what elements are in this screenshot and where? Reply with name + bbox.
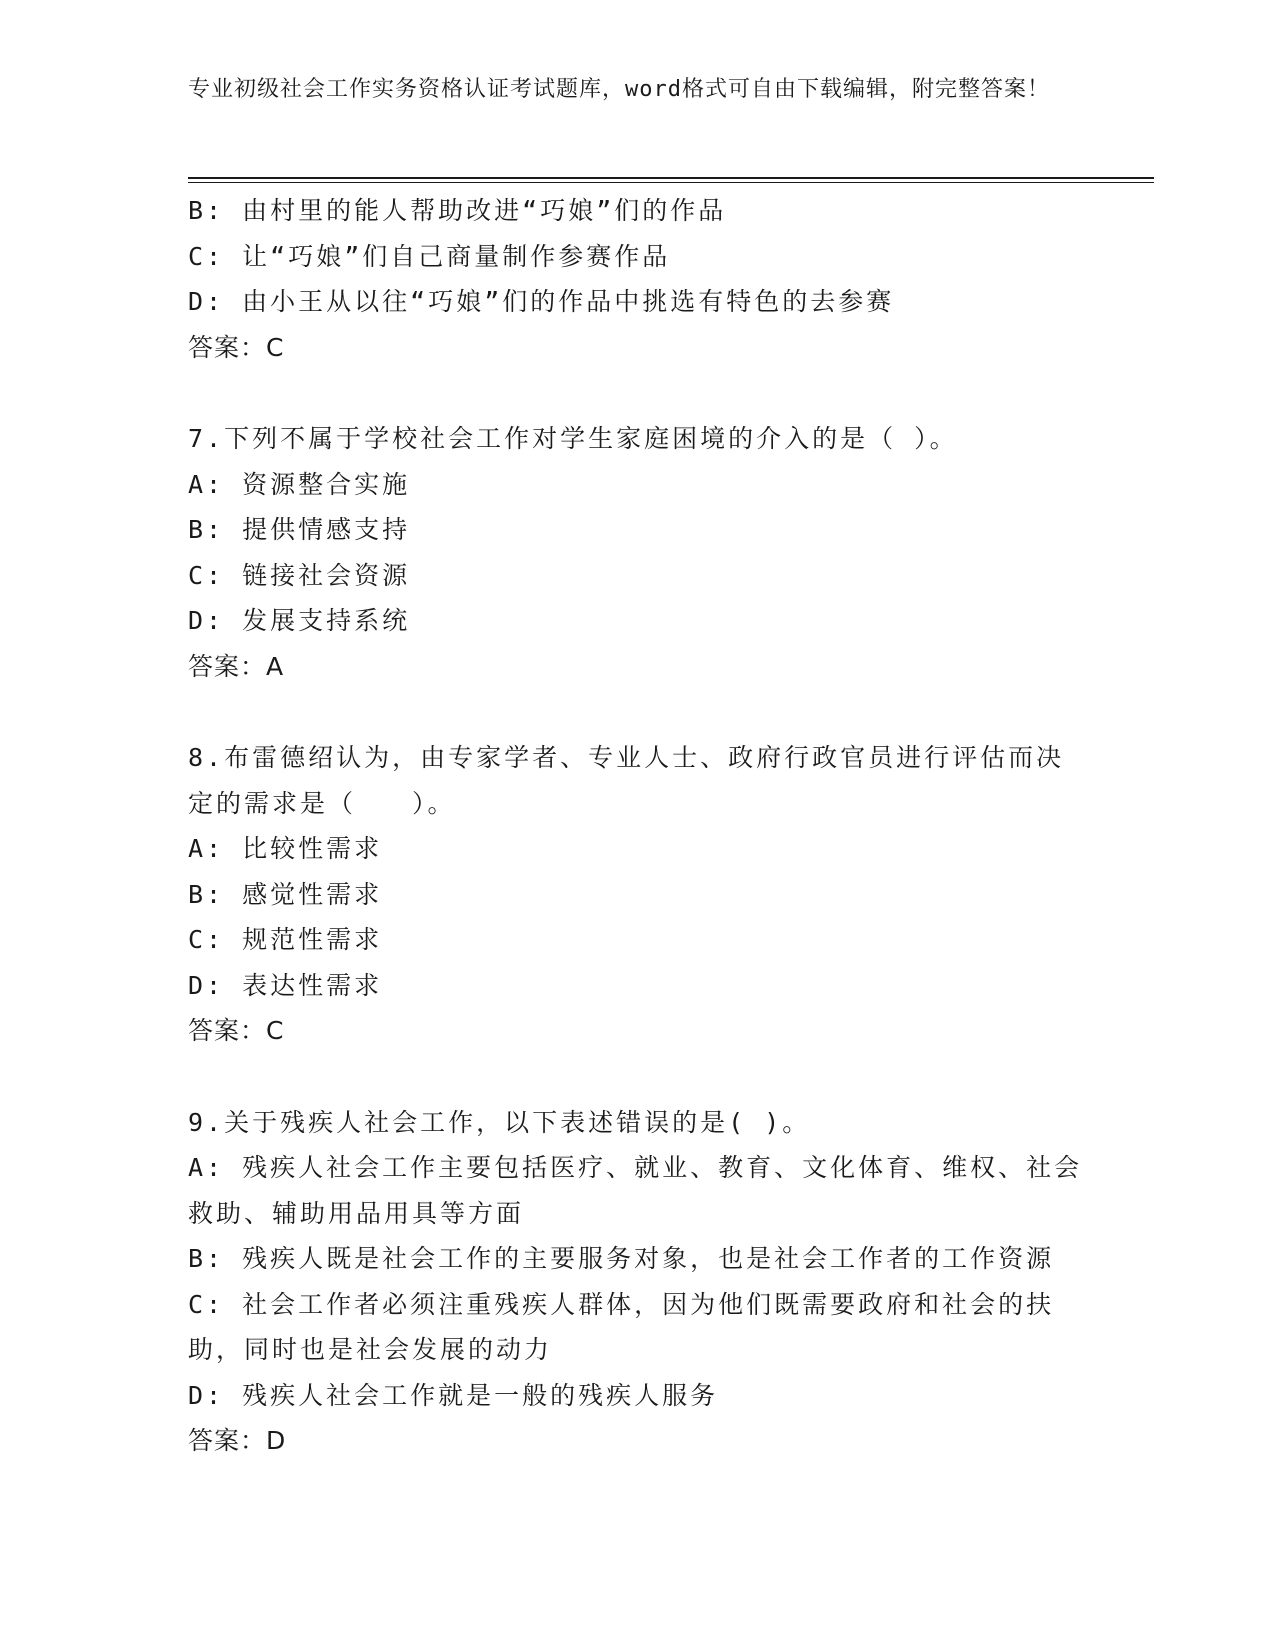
question-stem: 8.布雷德绍认为，由专家学者、专业人士、政府行政官员进行评估而决定的需求是（ ）。 <box>188 743 1065 818</box>
header-rule-thick <box>188 177 1154 179</box>
answer: 答案：A <box>188 651 285 681</box>
option-d: D: 发展支持系统 <box>188 606 411 635</box>
option-d: D: 残疾人社会工作就是一般的残疾人服务 <box>188 1380 719 1410</box>
spacer <box>188 689 1088 735</box>
option-c: C: 规范性需求 <box>188 925 383 954</box>
answer: 答案：D <box>188 1426 287 1455</box>
spacer <box>188 370 1088 416</box>
option-a: A: 比较性需求 <box>188 834 383 863</box>
question-7 <box>188 416 1088 689</box>
option-b: B: 感觉性需求 <box>188 879 383 909</box>
header-rule-thin <box>188 182 1154 183</box>
question-stem: 7.下列不属于学校社会工作对学生家庭困境的介入的是（ ）。 <box>188 424 958 453</box>
option-b: B: 残疾人既是社会工作的主要服务对象，也是社会工作者的工作资源 <box>188 1244 1055 1273</box>
option-a: A: 资源整合实施 <box>188 469 411 499</box>
option-c: C: 链接社会资源 <box>188 560 411 590</box>
spacer <box>188 1054 1088 1100</box>
option-a: A: 残疾人社会工作主要包括医疗、就业、教育、文化体育、维权、社会救助、辅助用品用具等方面 <box>188 1153 1083 1228</box>
option-b: B: 提供情感支持 <box>188 515 411 544</box>
question-stem: 9.关于残疾人社会工作，以下表述错误的是( )。 <box>188 1107 811 1137</box>
option-d: D: 表达性需求 <box>188 970 383 1000</box>
question-8 <box>188 735 1088 1054</box>
option-c: C: 让“巧娘”们自己商量制作参赛作品 <box>188 241 671 271</box>
page-header: 专业初级社会工作实务资格认证考试题库，word格式可自由下载编辑，附完整答案！ <box>188 77 1050 102</box>
option-b: B: 由村里的能人帮助改进“巧娘”们的作品 <box>188 196 727 225</box>
question-content <box>188 188 1088 1464</box>
question-9 <box>188 1100 1088 1464</box>
option-c: C: 社会工作者必须注重残疾人群体，因为他们既需要政府和社会的扶助，同时也是社会发展的动力 <box>188 1289 1055 1364</box>
option-d: D: 由小王从以往“巧娘”们的作品中挑选有特色的去参赛 <box>188 287 895 316</box>
answer: 答案：C <box>188 332 285 362</box>
continued-question <box>188 188 1088 370</box>
answer: 答案：C <box>188 1016 285 1045</box>
